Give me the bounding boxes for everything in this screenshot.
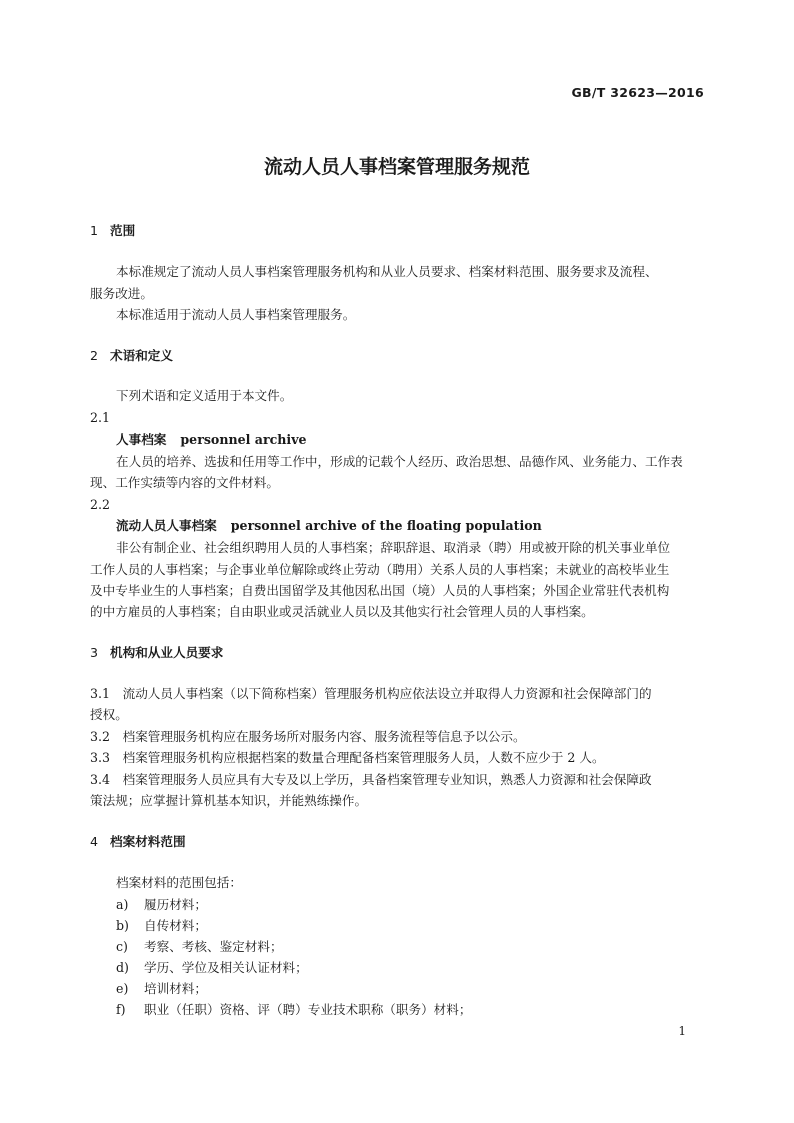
clause: 3.1 流动人员人事档案（以下简称档案）管理服务机构应依法设立并取得人力资源和社会保障部门的 [90,686,652,701]
definition-text: 非公有制企业、社会组织聘用人员的人事档案；辞职辞退、取消录（聘）用或被开除的机关事业单位 [116,540,671,555]
term-chinese: 流动人员人事档案 [116,518,217,533]
document-code: GB/T 32623—2016 [571,85,704,100]
clause-continuation: 授权。 [90,707,128,722]
paragraph: 下列术语和定义适用于本文件。 [116,388,293,403]
section-4-heading [90,833,186,851]
list-marker: a) [116,897,129,912]
paragraph-continuation: 服务改进。 [90,286,153,301]
list-item [116,959,308,977]
term-english: personnel archive of the floating population [230,518,542,533]
definition-text: 在人员的培养、选拔和任用等工作中，形成的记载个人经历、政治思想、品德作风、业务能力、工作表 [116,454,683,469]
section-title: 机构和从业人员要求 [110,645,224,660]
clause-continuation: 策法规；应掌握计算机基本知识，并能熟练操作。 [90,793,368,808]
list-marker: d) [116,960,129,975]
definition-text: 工作人员的人事档案；与企事业单位解除或终止劳动（聘用）关系人员的人事档案；未就业的高校毕业生 [90,562,670,577]
section-number: 1 [90,223,99,238]
list-marker: e) [116,981,129,996]
definition-text: 现、工作实绩等内容的文件材料。 [90,475,279,490]
paragraph: 本标准适用于流动人员人事档案管理服务。 [116,307,356,322]
term-english: personnel archive [180,432,307,447]
clause: 3.3 档案管理服务机构应根据档案的数量合理配备档案管理服务人员，人数不应少于 2 人。 [90,750,605,765]
list-marker: c) [116,939,128,954]
list-text: 自传材料； [144,918,207,933]
section-number: 2 [90,348,99,363]
list-text: 履历材料； [144,897,207,912]
term-entry [116,517,542,535]
section-number: 3 [90,645,99,660]
list-text: 考察、考核、鉴定材料； [144,939,283,954]
term-entry [116,431,307,449]
list-marker: f) [116,1002,126,1017]
clause-number: 2.2 [90,497,111,512]
list-text: 学历、学位及相关认证材料； [144,960,308,975]
section-3-heading [90,644,223,662]
list-item [116,980,207,998]
list-marker: b) [116,918,129,933]
clause: 3.2 档案管理服务机构应在服务场所对服务内容、服务流程等信息予以公示。 [90,729,526,744]
section-title: 术语和定义 [110,348,173,363]
section-2-heading [90,347,173,365]
list-item [116,896,207,914]
section-title: 范围 [110,223,136,238]
paragraph: 本标准规定了流动人员人事档案管理服务机构和从业人员要求、档案材料范围、服务要求及流程、 [116,264,658,279]
section-title: 档案材料范围 [110,834,186,849]
page-number: 1 [678,1024,686,1038]
list-item [116,917,207,935]
clause-number: 2.1 [90,410,111,425]
section-number: 4 [90,834,99,849]
section-1-heading [90,222,135,240]
list-item [116,1001,471,1019]
definition-text: 的中方雇员的人事档案；自由职业或灵活就业人员以及其他实行社会管理人员的人事档案。 [90,604,594,619]
term-chinese: 人事档案 [116,432,167,447]
list-item [116,938,283,956]
clause: 3.4 档案管理服务人员应具有大专及以上学历，具备档案管理专业知识，熟悉人力资源和社会保障政 [90,772,652,787]
document-title: 流动人员人事档案管理服务规范 [263,156,530,178]
list-text: 职业（任职）资格、评（聘）专业技术职称（职务）材料； [144,1002,472,1017]
definition-text: 及中专毕业生的人事档案；自费出国留学及其他因私出国（境）人员的人事档案；外国企业常驻代表机构 [90,583,670,598]
paragraph: 档案材料的范围包括： [116,875,242,890]
list-text: 培训材料； [144,981,207,996]
